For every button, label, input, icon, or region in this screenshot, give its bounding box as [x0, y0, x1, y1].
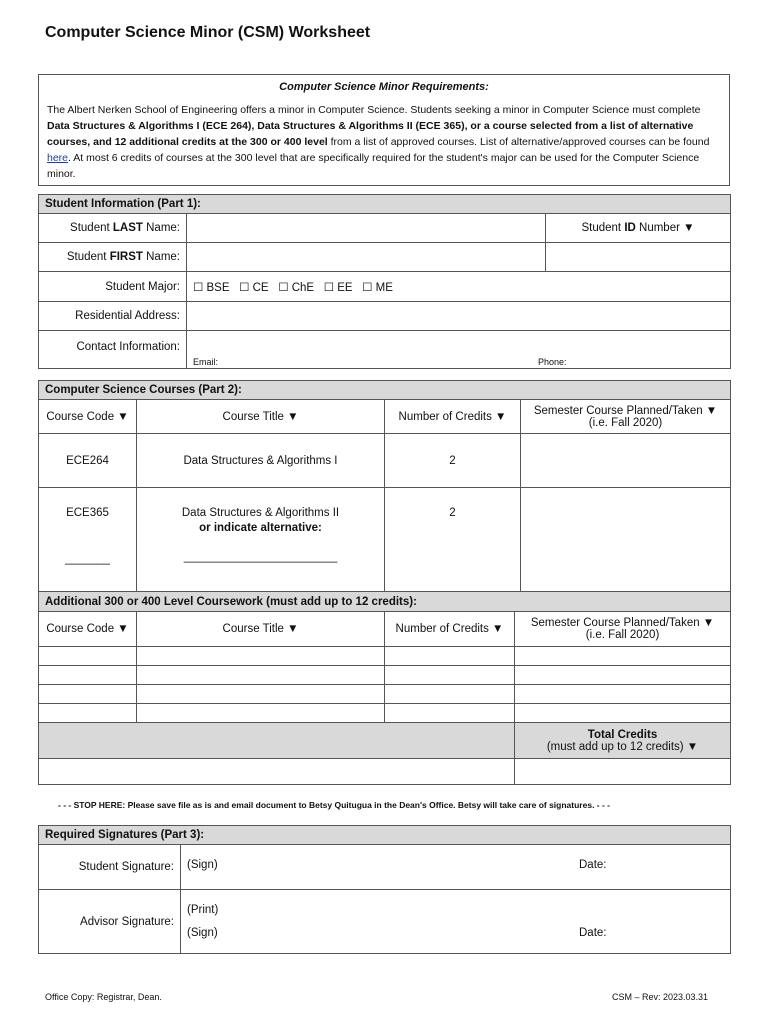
course-title-cell[interactable]	[137, 488, 385, 592]
semester-field[interactable]	[515, 666, 731, 685]
credits-field[interactable]	[385, 704, 515, 723]
col-course-code: Course Code ▼	[39, 612, 137, 647]
email-label: Email:	[193, 357, 219, 367]
stop-note: - - - STOP HERE: Please save file as is and email document to Betsy Quitugua in the Dean's Office. Betsy will take care of signatures. - - -	[58, 800, 611, 810]
student-id-label: Student ID Number ▼	[546, 214, 731, 243]
contact-label: Contact Information:	[39, 331, 187, 369]
semester-field[interactable]	[515, 704, 731, 723]
contact-field[interactable]	[187, 331, 731, 369]
credits-field[interactable]	[385, 666, 515, 685]
phone-label: Phone:	[538, 357, 567, 367]
requirements-heading: Computer Science Minor Requirements:	[279, 81, 489, 93]
student-info-table	[38, 194, 731, 369]
cs-courses-table	[38, 380, 731, 592]
total-credits-field[interactable]	[515, 759, 731, 785]
semester-field[interactable]	[521, 434, 731, 488]
part3-header: Required Signatures (Part 3):	[39, 826, 731, 845]
approved-courses-link[interactable]: here	[47, 152, 69, 164]
sign-label: (Sign)	[187, 926, 218, 939]
col-semester: Semester Course Planned/Taken ▼ (i.e. Fall 2020)	[521, 400, 731, 434]
credits-cell: 2	[385, 488, 521, 592]
signatures-table	[38, 825, 731, 954]
course-title-field[interactable]	[137, 666, 385, 685]
requirements-box	[38, 74, 730, 186]
req-text-part3: . At most 6 credits of courses at the 300 level that are specifically required for the student's major can be used for the Computer Science minor.	[47, 152, 700, 180]
course-code-text: ECE365	[66, 507, 109, 519]
alt-title-blank: ________________________	[183, 551, 338, 563]
col-course-title: Course Title ▼	[137, 400, 385, 434]
total-credits-label: Total Credits (must add up to 12 credits) ▼	[515, 723, 731, 759]
first-name-label: Student FIRST Name:	[39, 243, 187, 272]
major-options	[187, 272, 731, 302]
additional-header: Additional 300 or 400 Level Coursework (must add up to 12 credits):	[39, 592, 731, 612]
course-code-field[interactable]	[39, 685, 137, 704]
course-code-field[interactable]	[39, 647, 137, 666]
student-signature-label: Student Signature:	[39, 845, 181, 890]
course-title-text: Data Structures & Algorithms II	[181, 507, 340, 519]
part2-header: Computer Science Courses (Part 2):	[39, 381, 731, 400]
col-semester: Semester Course Planned/Taken ▼ (i.e. Fall 2020)	[515, 612, 731, 647]
address-label: Residential Address:	[39, 302, 187, 331]
course-code-cell: ECE264	[39, 434, 137, 488]
total-spacer	[39, 723, 515, 759]
alt-course-label: or indicate alternative:	[199, 522, 322, 534]
first-name-field[interactable]	[187, 243, 546, 272]
course-code-field[interactable]	[39, 666, 137, 685]
last-name-field[interactable]	[187, 214, 546, 243]
major-label: Student Major:	[39, 272, 187, 302]
part1-header: Student Information (Part 1):	[39, 195, 731, 214]
course-code-cell[interactable]	[39, 488, 137, 592]
footer-left: Office Copy: Registrar, Dean.	[45, 992, 162, 1002]
date-label: Date:	[579, 926, 607, 939]
col-credits: Number of Credits ▼	[385, 612, 515, 647]
major-che-checkbox[interactable]: ☐ ChE	[278, 281, 315, 294]
advisor-signature-label: Advisor Signature:	[39, 890, 181, 954]
semester-field[interactable]	[515, 685, 731, 704]
req-text-bold: Data Structures & Algorithms I (ECE 264), Data Structures & Algorithms II (ECE 365), or a course selected from a list of alternative courses, and 12 additional credits at the 300 or 400 level	[47, 120, 694, 148]
total-blank	[39, 759, 515, 785]
major-ce-checkbox[interactable]: ☐ CE	[239, 281, 269, 294]
credits-field[interactable]	[385, 647, 515, 666]
course-code-field[interactable]	[39, 704, 137, 723]
date-label: Date:	[579, 859, 607, 871]
requirements-text	[47, 102, 719, 182]
credits-field[interactable]	[385, 685, 515, 704]
semester-field[interactable]	[521, 488, 731, 592]
student-signature-field[interactable]	[181, 845, 731, 890]
major-me-checkbox[interactable]: ☐ ME	[362, 281, 393, 294]
additional-courses-table	[38, 591, 731, 785]
semester-field[interactable]	[515, 647, 731, 666]
course-title-field[interactable]	[137, 685, 385, 704]
alt-code-blank: _______	[65, 553, 110, 565]
advisor-signature-field[interactable]	[181, 890, 731, 954]
major-ee-checkbox[interactable]: ☐ EE	[323, 281, 353, 294]
student-id-field[interactable]	[546, 243, 731, 272]
last-name-label: Student LAST Name:	[39, 214, 187, 243]
sign-label: (Sign)	[187, 859, 218, 871]
footer-right: CSM – Rev: 2023.03.31	[612, 992, 709, 1002]
address-field[interactable]	[187, 302, 731, 331]
req-text-part1: The Albert Nerken School of Engineering offers a minor in Computer Science. Students seeking a minor in Computer Science must complete	[47, 104, 701, 116]
req-text-part2: from a list of approved courses. List of alternative/approved courses can be found	[327, 136, 710, 148]
major-bse-checkbox[interactable]: ☐ BSE	[193, 281, 230, 294]
course-title-field[interactable]	[137, 647, 385, 666]
page-title: Computer Science Minor (CSM) Worksheet	[45, 24, 371, 41]
col-course-title: Course Title ▼	[137, 612, 385, 647]
course-title-field[interactable]	[137, 704, 385, 723]
col-course-code: Course Code ▼	[39, 400, 137, 434]
credits-cell: 2	[385, 434, 521, 488]
col-credits: Number of Credits ▼	[385, 400, 521, 434]
print-label: (Print)	[187, 903, 219, 916]
course-title-cell: Data Structures & Algorithms I	[137, 434, 385, 488]
